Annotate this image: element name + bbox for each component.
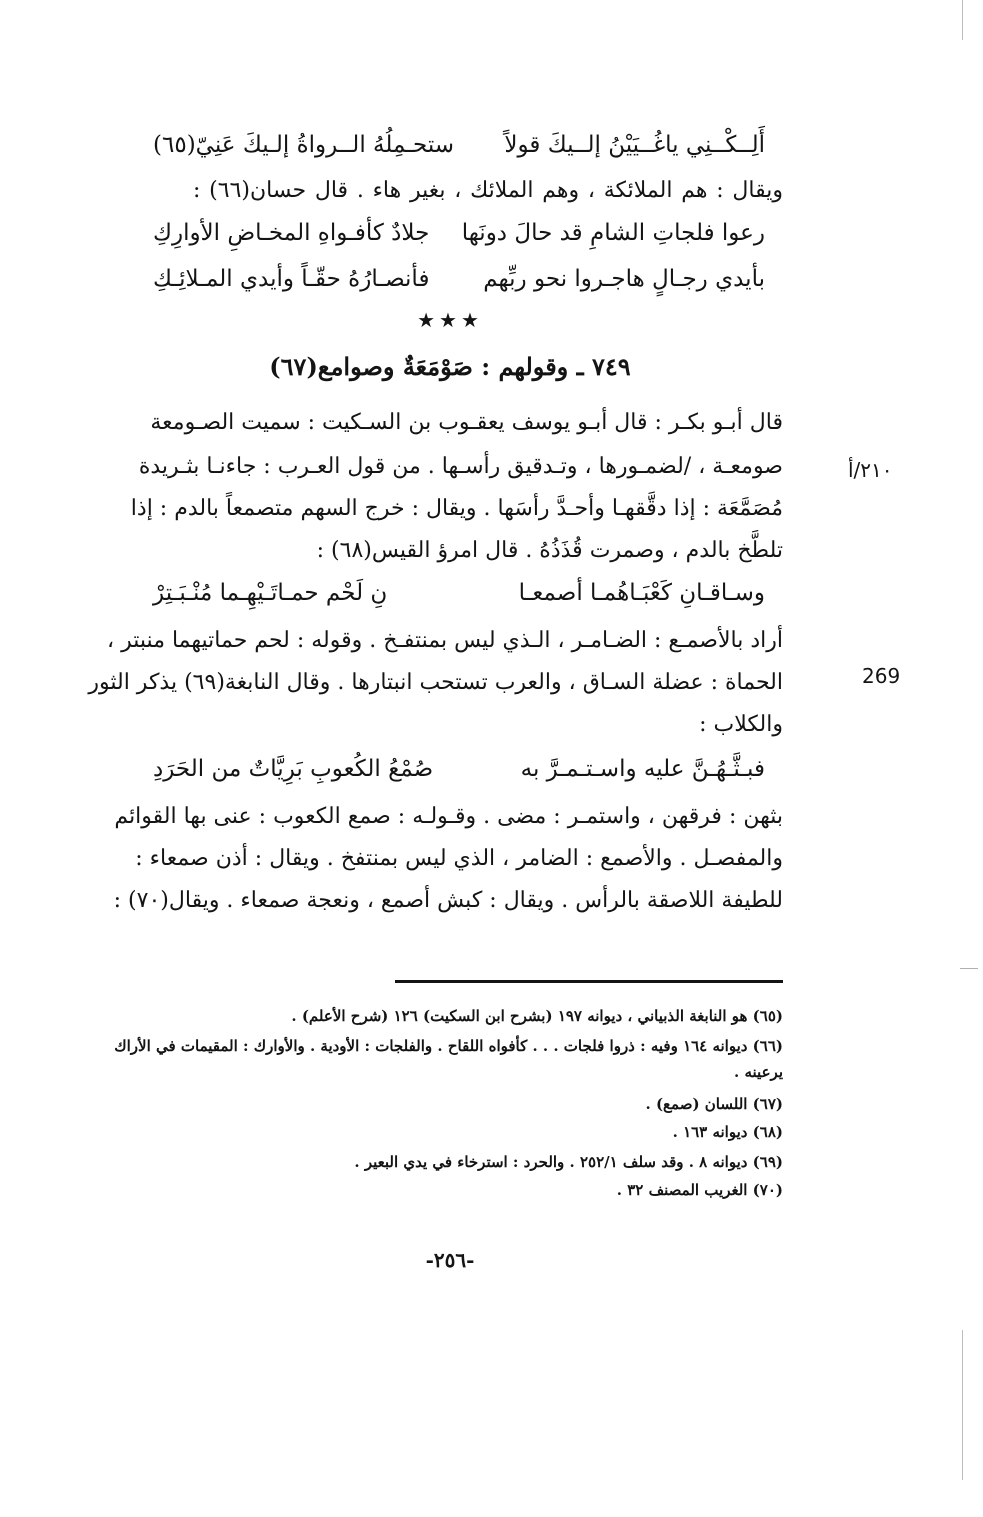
paragraph-3-line-3: للطيفة اللاصقة بالرأس . ويقال : كبش أصمع ، ونعجة صمعاء . ويقال(٧٠) : — [113, 888, 783, 913]
paragraph-2-line-3: والكلاب : — [699, 712, 783, 737]
margin-folio-marker: ٢١٠/أ — [848, 458, 893, 482]
paragraph-1-line-3: مُصَمَّعَة : إذا دقَّقهـا وأحـدَّ رأسَها . ويقال : خرج السهم متصمعاً بالدم : إذا — [130, 496, 783, 521]
footnote-66-continued: يرعينه . — [734, 1063, 783, 1081]
verse-nabigha-second-hemistich: صُمْعُ الكُعوبِ بَرِيَّاتٌ من الحَرَدِ — [153, 756, 434, 782]
paragraph-1-line-1: قال أبـو بكـر : قال أبـو يوسف يعقـوب بن السـكيت : سميت الصـومعة — [150, 410, 783, 435]
verse-imru-al-qais — [153, 576, 783, 610]
verse-1-first-hemistich: أَلِــكْــنِي ياغُــيَيْنُ إلــيكَ قولاً — [504, 132, 765, 158]
scan-edge-top — [962, 0, 963, 40]
paragraph-2-line-2: الحماة : عضلة السـاق ، والعرب تستحب انبتارها . وقال النابغة(٦٩) يذكر الثور — [88, 670, 783, 695]
scan-mark — [960, 968, 978, 969]
prose-line-1: ويقال : هم الملائكة ، وهم الملائك ، بغير هاء . قال حسان(٦٦) : — [193, 178, 783, 203]
page-number: -٢٥٦- — [425, 1248, 475, 1272]
verse-imru-first-hemistich: وسـاقـانِ كَعْبَـاهُمـا أصمعـا — [518, 580, 765, 606]
verse-hassan-1-first-hemistich: رعوا فلجاتِ الشامِ قد حالَ دونَها — [461, 220, 765, 246]
footnote-67: (٦٧) اللسان (صمع) . — [645, 1095, 783, 1113]
paragraph-3-line-1: بثهن : فرقهن ، واستمـر : مضى . وقـولـه : صمع الكعوب : عنى بها القوائم — [114, 804, 783, 829]
footnote-66: (٦٦) ديوانه ١٦٤ وفيه : ذروا فلجات . . . كأفواه اللقاح . والفلجات : الأودية . والأوارك : المقيمات في الأراك — [114, 1037, 783, 1055]
verse-nabigha-first-hemistich: فبـثَّـهُـنَّ عليه واسـتـمـرَّ به — [520, 756, 765, 782]
margin-page-number: 269 — [862, 664, 901, 688]
footnote-65: (٦٥) هو النابغة الذبياني ، ديوانه ١٩٧ (بشرح ابن السكيت) ١٢٦ (شرح الأعلم) . — [291, 1007, 783, 1025]
paragraph-3-line-2: والمفصـل . والأصمع : الضامر ، الذي ليس بمنتفخ . ويقال : أذن صمعاء : — [135, 846, 783, 871]
verse-1-second-hemistich: ستحـمِلُهُ الــرواةُ إلـيكَ عَنِيّ(٦٥) — [153, 132, 455, 158]
paragraph-1-line-2: صومعـة ، /لضمـورها ، وتـدقيق رأسـها . من قول العـرب : جاءنـا بثـريدة — [138, 454, 783, 479]
verse-1 — [153, 128, 783, 162]
paragraph-1-line-4: تلطَّخ بالدم ، وصمرت قُذَذُهُ . قال امرؤ القيس(٦٨) : — [316, 538, 783, 563]
footnote-70: (٧٠) الغريب المصنف ٣٢ . — [616, 1181, 783, 1199]
footnote-separator — [395, 980, 783, 983]
verse-hassan-2-second-hemistich: فأنصـارُهُ حقّـاً وأيدي المـلائِـكِ — [153, 266, 430, 292]
verse-hassan-2-first-hemistich: بأيدي رجـالٍ هاجـروا نحو ربِّهم — [483, 266, 765, 292]
verse-nabigha — [153, 752, 783, 786]
verse-hassan-1 — [153, 216, 783, 250]
verse-hassan-2 — [153, 262, 783, 296]
scan-edge-bottom — [962, 1330, 963, 1480]
footnote-69: (٦٩) ديوانه ٨ . وقد سلف ٢٥٢/١ . والحرد : استرخاء في يدي البعير . — [354, 1153, 783, 1171]
section-divider-stars: ★★★ — [417, 308, 483, 332]
entry-heading: ٧٤٩ ـ وقولهم : صَوْمَعَةٌ وصوامع(٦٧) — [269, 352, 631, 381]
paragraph-2-line-1: أراد بالأصمـع : الضـامـر ، الـذي ليس بمنتفـخ . وقوله : لحم حماتيهما منبتر ، — [107, 628, 783, 653]
footnote-68: (٦٨) ديوانه ١٦٣ . — [672, 1123, 783, 1141]
verse-hassan-1-second-hemistich: جلادٌ كأفـواهِ المخـاضِ الأوارِكِ — [153, 220, 430, 246]
verse-imru-second-hemistich: نِ لَحْم حمـاتَـيْهِـما مُنْـبَـتِرْ — [153, 580, 388, 606]
